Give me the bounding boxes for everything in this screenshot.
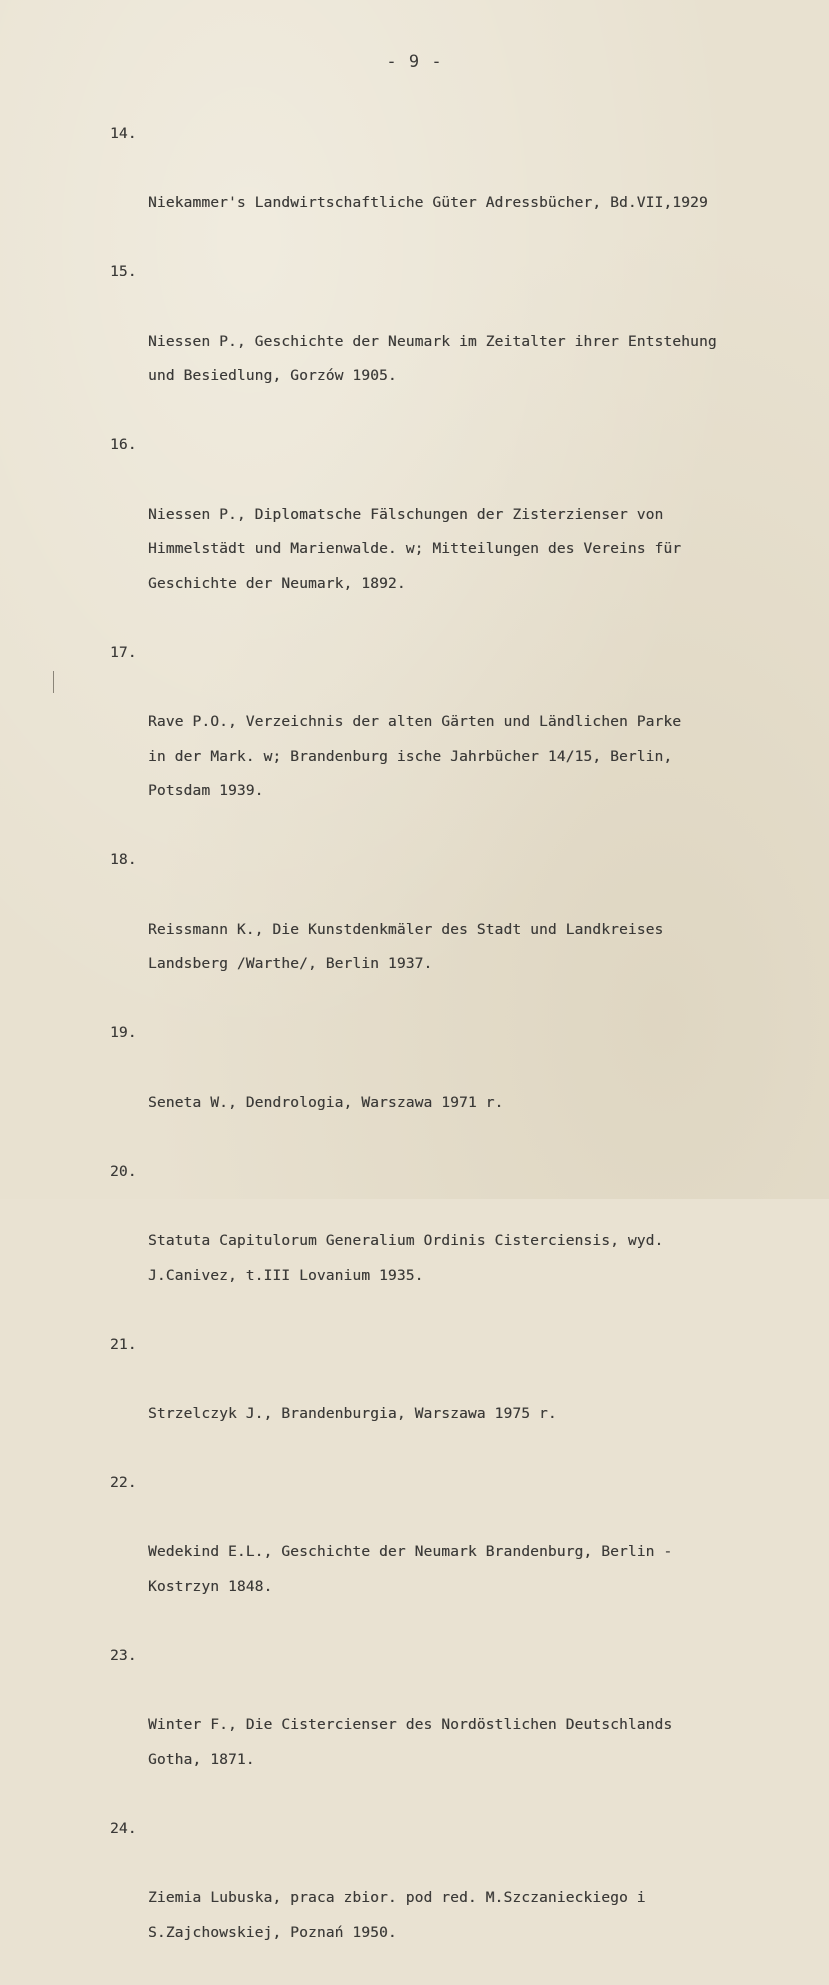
entry-text: Seneta W., Dendrologia, Warszawa 1971 r.: [148, 1093, 504, 1111]
bibliography-entry-24: [110, 1812, 800, 1985]
entry-number: 15.: [110, 263, 137, 281]
bibliography-entry-15: [110, 255, 800, 428]
entry-text: Statuta Capitulorum Generalium Ordinis Cisterciensis, wyd. J.Canivez, t.III Lovanium 1935.: [148, 1232, 664, 1284]
entry-number: 16.: [110, 436, 137, 454]
entry-text: Rave P.O., Verzeichnis der alten Gärten und Ländlichen Parke in der Mark. w; Brandenburg ische Jahrbücher 14/15, Berlin, Potsdam 1939.: [148, 713, 682, 800]
bibliography-entry-14: [110, 117, 800, 255]
bibliography-entry-19: [110, 1016, 800, 1154]
margin-mark: [53, 671, 54, 693]
entry-number: 24.: [110, 1820, 137, 1838]
bibliography-list: [110, 117, 800, 1985]
entry-text: Ziemia Lubuska, praca zbior. pod red. M.Szczanieckiego i S.Zajchowskiej, Poznań 1950.: [148, 1889, 646, 1941]
entry-text: Niekammer's Landwirtschaftliche Güter Adressbücher, Bd.VII,1929: [148, 194, 708, 212]
entry-number: 23.: [110, 1647, 137, 1665]
entry-number: 21.: [110, 1335, 137, 1353]
bibliography-entry-23: [110, 1639, 800, 1812]
entry-number: 19.: [110, 1024, 137, 1042]
bibliography-entry-21: [110, 1328, 800, 1466]
entry-number: 22.: [110, 1474, 137, 1492]
page-number: - 9 -: [386, 52, 443, 72]
entry-number: 18.: [110, 851, 137, 869]
bibliography-entry-16: [110, 428, 800, 636]
bibliography-entry-18: [110, 843, 800, 1016]
entry-number: 20.: [110, 1162, 137, 1180]
bibliography-entry-22: [110, 1466, 800, 1639]
entry-text: Winter F., Die Cistercienser des Nordöstlichen Deutschlands Gotha, 1871.: [148, 1716, 673, 1768]
bibliography-entry-17: [110, 636, 800, 844]
entry-number: 17.: [110, 643, 137, 661]
bibliography-entry-20: [110, 1155, 800, 1328]
entry-number: 14.: [110, 125, 137, 142]
entry-text: Niessen P., Geschichte der Neumark im Zeitalter ihrer Entstehung und Besiedlung, Gorzów 1905.: [148, 332, 717, 385]
entry-text: Niessen P., Diplomatsche Fälschungen der Zisterzienser von Himmelstädt und Marienwalde. w; Mitteilungen des Vereins für Geschichte der Neumark, 1892.: [148, 505, 682, 592]
entry-text: Wedekind E.L., Geschichte der Neumark Brandenburg, Berlin - Kostrzyn 1848.: [148, 1543, 673, 1595]
entry-text: Reissmann K., Die Kunstdenkmäler des Stadt und Landkreises Landsberg /Warthe/, Berlin 1937.: [148, 920, 664, 973]
entry-text: Strzelczyk J., Brandenburgia, Warszawa 1975 r.: [148, 1404, 557, 1422]
